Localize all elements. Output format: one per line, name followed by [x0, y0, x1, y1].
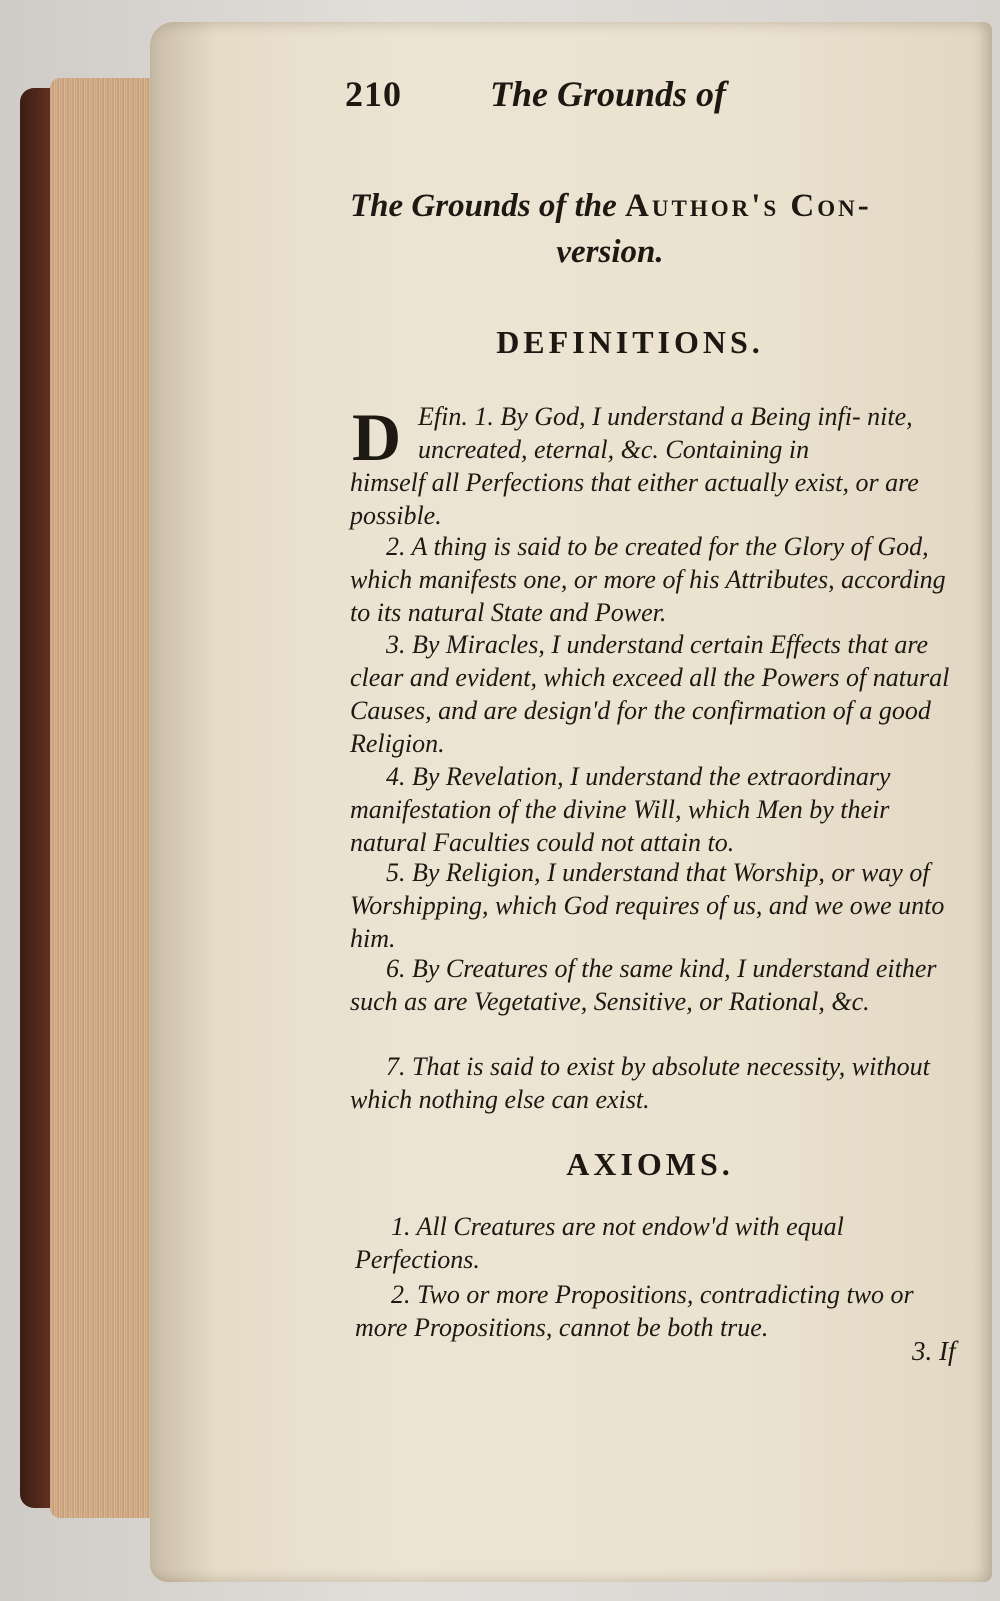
- axiom-2: 2. Two or more Propositions, contradicting two or more Propositions, cannot be both true.: [355, 1280, 914, 1342]
- definition-1-rest: himself all Perfections that either actually exist, or are possible.: [350, 468, 919, 530]
- page-number: 210: [345, 74, 402, 114]
- running-title: The Grounds of: [490, 74, 727, 114]
- chapter-title-line1: [350, 188, 970, 225]
- page-header: [345, 73, 865, 115]
- definitions-heading: DEFINITIONS.: [496, 324, 764, 360]
- title-caps: Author's Con-: [625, 188, 872, 224]
- chapter-title-line2: version.: [556, 234, 664, 270]
- definition-7: 7. That is said to exist by absolute necessity, without which nothing else can exist.: [350, 1052, 930, 1114]
- definition-4: 4. By Revelation, I understand the extraordinary manifestation of the divine Will, which Men by their natural Faculties could not attain to.: [350, 762, 891, 857]
- title-italic: The Grounds of the: [350, 188, 617, 224]
- definition-3: 3. By Miracles, I understand certain Effects that are clear and evident, which exceed all the Powers of natural Causes, and are design'd for the confirmation of a good Religion.: [350, 630, 950, 758]
- definition-5: 5. By Religion, I understand that Worship, or way of Worshipping, which God requires of us, and we owe unto him.: [350, 858, 945, 953]
- catchword: 3. If: [912, 1336, 956, 1366]
- definition-2: 2. A thing is said to be created for the Glory of God, which manifests one, or more of his Attributes, according to its natural State and Power.: [350, 532, 946, 627]
- axioms-heading: AXIOMS.: [566, 1146, 734, 1182]
- axiom-1: 1. All Creatures are not endow'd with equal Perfections.: [355, 1212, 844, 1274]
- definition-6: 6. By Creatures of the same kind, I understand either such as are Vegetative, Sensitive, or Rational, &c.: [350, 954, 937, 1016]
- definition-1-opening: Efin. 1. By God, I understand a Being infi- nite, uncreated, eternal, &c. Containing in: [418, 402, 913, 464]
- drop-cap: D: [352, 399, 402, 475]
- page-edges: [50, 78, 165, 1518]
